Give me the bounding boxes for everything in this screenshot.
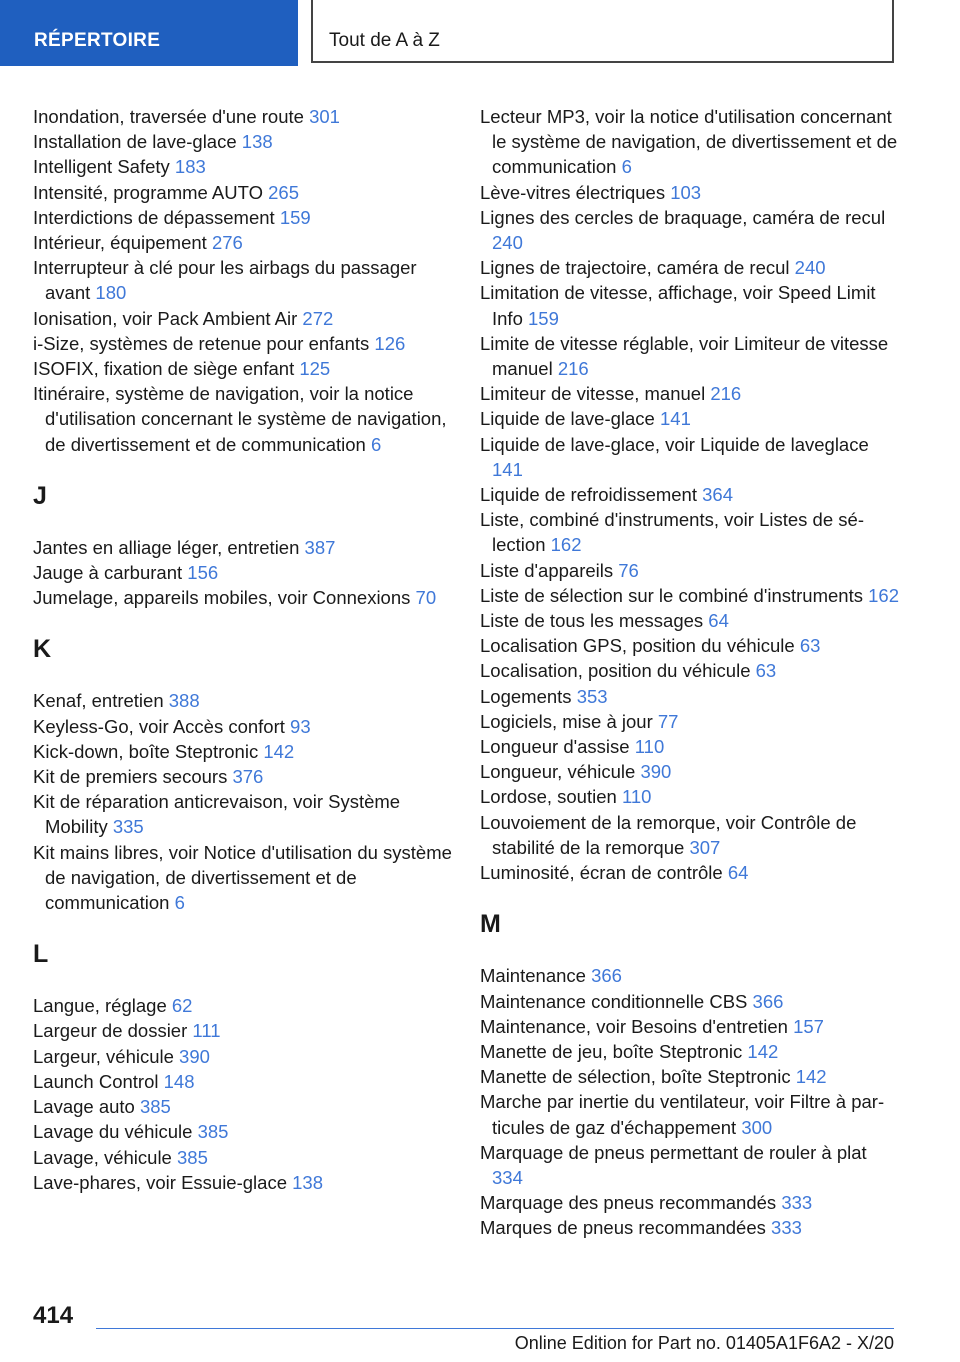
index-entry-text: Maintenance conditionnelle CBS (480, 990, 748, 1012)
index-entry (33, 585, 453, 610)
index-entry-text: Logements (480, 685, 572, 707)
page-reference-link[interactable]: 390 (179, 1045, 210, 1067)
page-reference-link[interactable]: 272 (302, 307, 334, 329)
index-entry (480, 658, 900, 683)
page-reference-link[interactable]: 110 (621, 786, 652, 808)
page-reference-link[interactable]: 353 (576, 685, 608, 707)
page-reference-link[interactable]: 216 (557, 358, 589, 380)
page-reference-link[interactable]: 387 (304, 536, 336, 558)
index-entry (33, 739, 453, 764)
index-entry-text: Kick-down, boîte Steptronic (33, 740, 259, 762)
page-reference-link[interactable]: 6 (174, 892, 185, 914)
index-entry (480, 684, 900, 709)
index-entry (480, 1140, 900, 1190)
page-reference-link[interactable]: 307 (689, 836, 721, 858)
index-entry (33, 1119, 453, 1144)
index-entry-text: Localisation, position du véhicule (480, 660, 751, 682)
page-reference-link[interactable]: 142 (263, 740, 295, 762)
page-reference-link[interactable]: 6 (621, 156, 632, 178)
index-entry-text: Largeur de dossier (33, 1020, 188, 1042)
index-entry-text: Marche par inertie du ventilateur, voir Filtre à particules de gaz d'échappement (480, 1091, 885, 1138)
index-entry (480, 255, 900, 280)
page-reference-link[interactable]: 240 (492, 232, 523, 254)
index-entry-text: Kenaf, entretien (33, 690, 164, 712)
page-reference-link[interactable]: 126 (374, 332, 406, 354)
index-entry (33, 1044, 453, 1069)
index-entry-text: Liste, combiné d'instruments, voir Listes de sélection (480, 509, 864, 556)
index-entry (480, 331, 900, 381)
index-entry (33, 789, 453, 839)
page-reference-link[interactable]: 159 (279, 206, 311, 228)
index-entry (33, 1094, 453, 1119)
index-entry-text: Maintenance, voir Besoins d'entretien (480, 1015, 788, 1037)
index-entry-text: Largeur, véhicule (33, 1045, 174, 1067)
index-entry (480, 205, 900, 255)
section-tab[interactable]: RÉPERTOIRE (0, 0, 298, 66)
page-reference-link[interactable]: 142 (747, 1040, 779, 1062)
index-entry (480, 860, 900, 885)
index-entry (480, 1190, 900, 1215)
footer-divider (96, 1328, 894, 1329)
index-entry (480, 784, 900, 809)
index-entry (480, 759, 900, 784)
index-entry (480, 507, 900, 557)
index-entry (33, 714, 453, 739)
index-entry-text: i-Size, systèmes de retenue pour enfants (33, 332, 370, 354)
index-entry (33, 306, 453, 331)
index-entry (480, 104, 900, 180)
index-entry (480, 608, 900, 633)
index-entry (480, 280, 900, 330)
page-reference-link[interactable]: 70 (415, 587, 437, 609)
index-entry-text: Ionisation, voir Pack Ambient Air (33, 307, 298, 329)
index-entry (33, 560, 453, 585)
index-entry (480, 810, 900, 860)
page-reference-link[interactable]: 77 (657, 710, 679, 732)
page-reference-link[interactable]: 76 (618, 559, 639, 581)
index-entry (480, 709, 900, 734)
index-entry (480, 1064, 900, 1089)
index-entry (480, 1215, 900, 1240)
page-reference-link[interactable]: 138 (292, 1171, 324, 1193)
index-entry-text: Marquage des pneus recommandés (480, 1192, 777, 1214)
index-column-right (480, 104, 900, 1241)
page-number: 414 (33, 1302, 74, 1329)
page-reference-link[interactable]: 388 (168, 690, 200, 712)
page-reference-link[interactable]: 300 (741, 1116, 773, 1138)
page-reference-link[interactable]: 63 (799, 635, 821, 657)
page-reference-link[interactable]: 390 (640, 761, 672, 783)
index-entry (33, 356, 453, 381)
index-entry-text: Longueur d'assise (480, 736, 630, 758)
index-entry (480, 734, 900, 759)
page-reference-link[interactable]: 64 (727, 862, 749, 884)
index-entry-text: Liquide de lave-glace, voir Liquide de laveglace (480, 433, 869, 455)
page-reference-link[interactable]: 276 (211, 232, 243, 254)
index-entry (33, 1145, 453, 1170)
index-entry (480, 989, 900, 1014)
index-entry (480, 583, 900, 608)
index-entry (480, 406, 900, 431)
index-entry-text: Lecteur MP3, voir la notice d'utilisation concernant le système de navigation, de divertissement et de communication (480, 106, 898, 178)
index-entry-text: Langue, réglage (33, 995, 167, 1017)
page-reference-link[interactable]: 366 (752, 990, 784, 1012)
chapter-title-tab[interactable]: Tout de A à Z (311, 0, 894, 63)
index-entry-text: Inondation, traversée d'une route (33, 106, 304, 127)
index-entry (33, 1069, 453, 1094)
index-entry (33, 993, 453, 1018)
page-reference-link[interactable]: 110 (634, 736, 665, 758)
index-entry (33, 255, 453, 305)
index-letter-heading: M (480, 910, 501, 939)
index-entry-text: Jumelage, appareils mobiles, voir Connexions (33, 587, 411, 609)
page-reference-link[interactable]: 376 (232, 766, 264, 788)
page-reference-link[interactable]: 141 (492, 458, 523, 480)
index-entry (480, 1039, 900, 1064)
index-entry-text: Intelligent Safety (33, 156, 170, 178)
index-entry-text: Kit de réparation anticrevaison, voir Système Mobility (33, 791, 401, 838)
index-entry-text: Limitation de vitesse, affichage, voir Speed Limit Info (480, 282, 876, 329)
index-entry-text: Manette de sélection, boîte Steptronic (480, 1066, 791, 1088)
index-entry (33, 129, 453, 154)
page-header (0, 0, 960, 66)
index-entry (480, 432, 900, 482)
index-entry-text: Interrupteur à clé pour les airbags du passager avant (33, 257, 417, 304)
index-entry-text: Lavage auto (33, 1096, 135, 1118)
index-entry-text: Kit mains libres, voir Notice d'utilisation du système de navigation, de divertissement et de communication (33, 841, 452, 914)
index-entry (33, 381, 453, 457)
page-reference-link[interactable]: 180 (95, 282, 127, 304)
page-reference-link[interactable]: 6 (370, 433, 382, 455)
index-entry (33, 180, 453, 205)
index-letter-heading: K (33, 635, 52, 664)
index-letter-heading: L (33, 940, 49, 969)
index-entry-text: Launch Control (33, 1070, 159, 1092)
index-entry (480, 558, 900, 583)
index-entry-text: Installation de lave-glace (33, 131, 237, 153)
index-entry-text: Luminosité, écran de contrôle (480, 862, 723, 884)
index-entry (33, 104, 453, 129)
page-reference-link[interactable]: 335 (112, 816, 144, 838)
index-column-left (33, 104, 453, 1195)
page-reference-link[interactable]: 183 (174, 156, 206, 178)
index-entry-text: Lordose, soutien (480, 786, 617, 808)
index-entry-text: Lignes de trajectoire, caméra de recul (480, 257, 790, 279)
page-reference-link[interactable]: 216 (710, 383, 742, 405)
index-entry (480, 482, 900, 507)
page-reference-link[interactable]: 103 (670, 181, 702, 203)
index-entry (480, 1089, 900, 1139)
index-entry (33, 331, 453, 356)
index-entry (480, 381, 900, 406)
index-entry-text: Liste d'appareils (480, 559, 614, 581)
footer-edition-text: Online Edition for Part no. 01405A1F6A2 - X/20 (514, 1333, 894, 1353)
index-entry-text: Lève-vitres électriques (480, 181, 666, 203)
index-entry-text: Limiteur de vitesse, manuel (480, 383, 706, 405)
index-entry-text: Jantes en alliage léger, entretien (33, 536, 300, 558)
index-entry (33, 230, 453, 255)
page-reference-link[interactable]: 385 (139, 1096, 171, 1118)
index-entry-text: Intérieur, équipement (33, 232, 207, 254)
index-entry (480, 963, 900, 988)
index-entry-text: Kit de premiers secours (33, 766, 228, 788)
page-reference-link[interactable]: 156 (187, 562, 219, 584)
index-entry (480, 1014, 900, 1039)
index-entry-text: Lavage, véhicule (33, 1146, 172, 1168)
index-entry (33, 154, 453, 179)
page-reference-link[interactable]: 62 (171, 995, 193, 1017)
index-entry-text: ISOFIX, fixation de siège enfant (33, 358, 295, 380)
page-reference-link[interactable]: 385 (177, 1146, 208, 1168)
index-entry (480, 180, 900, 205)
page-reference-link[interactable]: 162 (868, 584, 899, 606)
index-entry-text: Marques de pneus recommandées (480, 1217, 766, 1239)
index-entry-text: Jauge à carburant (33, 562, 183, 584)
index-entry-text: Liste de sélection sur le combiné d'instruments (480, 584, 863, 606)
index-entry-text: Logiciels, mise à jour (480, 710, 653, 732)
index-entry-text: Itinéraire, système de navigation, voir la notice d'utilisation concernant le système de navigation, de divertissement et de communication (33, 383, 447, 455)
index-entry-text: Liquide de refroidissement (480, 484, 697, 506)
index-entry-text: Longueur, véhicule (480, 761, 636, 783)
page-reference-link[interactable]: 111 (192, 1020, 221, 1042)
index-entry-text: Maintenance (480, 965, 586, 987)
index-entry (33, 535, 453, 560)
index-entry-text: Keyless-Go, voir Accès confort (33, 715, 285, 737)
page-reference-link[interactable]: 366 (591, 965, 622, 987)
page-reference-link[interactable]: 142 (795, 1066, 827, 1088)
index-entry (33, 840, 453, 916)
page-reference-link[interactable]: 141 (660, 408, 691, 430)
page-reference-link[interactable]: 162 (550, 534, 582, 556)
index-entry-text: Lavage du véhicule (33, 1121, 193, 1143)
page-reference-link[interactable]: 333 (771, 1217, 802, 1239)
page-reference-link[interactable]: 334 (492, 1166, 523, 1188)
index-entry (480, 633, 900, 658)
index-entry-text: Marquage de pneus permettant de rouler à plat (480, 1141, 867, 1163)
index-entry (33, 688, 453, 713)
index-entry-text: Liste de tous les messages (480, 610, 704, 632)
index-entry-text: Intensité, programme AUTO (33, 181, 263, 203)
index-entry-text: Manette de jeu, boîte Steptronic (480, 1040, 743, 1062)
page-reference-link[interactable]: 265 (268, 181, 299, 203)
index-entry-text: Localisation GPS, position du véhicule (480, 635, 795, 657)
index-entry-text: Louvoiement de la remorque, voir Contrôle de stabilité de la remorque (480, 811, 857, 858)
index-letter-heading: J (33, 481, 47, 510)
index-entry-text: Lave-phares, voir Essuie-glace (33, 1171, 287, 1193)
index-entry-text: Lignes des cercles de braquage, caméra de recul (480, 206, 886, 228)
page-reference-link[interactable]: 385 (197, 1121, 229, 1143)
index-entry (33, 764, 453, 789)
page-reference-link[interactable]: 240 (794, 257, 826, 279)
page-reference-link[interactable]: 301 (309, 106, 340, 127)
index-entry-text: Liquide de lave-glace (480, 408, 655, 430)
page-reference-link[interactable]: 138 (241, 131, 273, 153)
index-entry (33, 1018, 453, 1043)
page-reference-link[interactable]: 333 (781, 1192, 813, 1214)
page-reference-link[interactable]: 63 (755, 660, 777, 682)
page-reference-link[interactable]: 125 (299, 358, 331, 380)
page-reference-link[interactable]: 93 (290, 715, 311, 737)
index-entry (33, 205, 453, 230)
page-reference-link[interactable]: 64 (708, 610, 729, 632)
page-reference-link[interactable]: 159 (528, 307, 559, 329)
page-reference-link[interactable]: 157 (793, 1015, 824, 1037)
page-reference-link[interactable]: 364 (702, 484, 734, 506)
index-entry-text: Limite de vitesse réglable, voir Limiteur de vitesse manuel (480, 332, 889, 380)
index-entry (33, 1170, 453, 1195)
page-reference-link[interactable]: 148 (163, 1070, 195, 1092)
index-entry-text: Interdictions de dépassement (33, 206, 275, 228)
